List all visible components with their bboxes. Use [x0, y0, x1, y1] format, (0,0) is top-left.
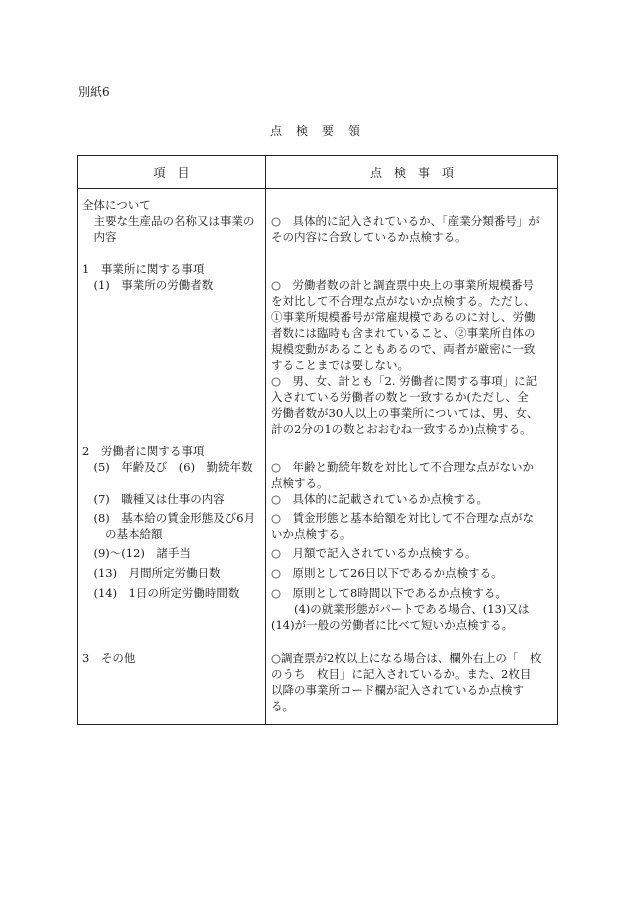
- left-line: 内容: [82, 230, 117, 244]
- right-line: その内容に合致しているか点検する。: [271, 230, 467, 244]
- right-line: を対比して不合理な点がないか点検する。ただし、: [271, 294, 536, 308]
- left-line: (13) 月間所定労働日数: [82, 566, 221, 580]
- right-line: 労働者数が30人以上の事業所については、男、女、: [271, 406, 539, 420]
- right-line: (4)の就業形態がパートである場合、(13)又は: [271, 602, 530, 616]
- right-line: 点検する。: [271, 476, 329, 490]
- right-line: ○ 労働者数の計と調査票中央上の事業所規模番号: [271, 278, 535, 292]
- right-line: 計の2分の1の数とおおむね一致するか)点検する。: [271, 422, 532, 436]
- right-line: 者数には臨時も含まれていること、②事業所自体の: [271, 326, 536, 340]
- inspection-table: [77, 155, 558, 725]
- right-line: いか点検する。: [271, 527, 352, 541]
- right-line: ①事業所規模番号が常雇規模であるのに対し、労働: [271, 310, 536, 324]
- right-line: 以降の事業所コード欄が記入されているか点検す: [271, 683, 524, 697]
- right-line: ○調査票が2枚以上になる場合は、欄外右上の「 枚: [271, 651, 542, 665]
- left-line: 全体について: [82, 198, 151, 212]
- right-line: ○ 具体的に記入されているか、「産業分類番号」が: [271, 214, 540, 228]
- right-line: のうち 枚目」に記入されているか。また、2枚目: [271, 667, 532, 681]
- right-line: ○ 原則として26日以下であるか点検する。: [271, 566, 503, 580]
- left-line: (8) 基本給の賃金形態及び6月: [82, 511, 256, 525]
- document-title: 点検要領: [269, 124, 374, 138]
- right-line: することまでは要しない。: [271, 358, 409, 372]
- right-line: ○ 男、女、計とも「2. 労働者に関する事項」に記: [271, 374, 538, 388]
- left-line: 2 労働者に関する事項: [82, 444, 205, 458]
- left-line: の基本給額: [82, 527, 163, 541]
- left-line: (14) 1日の所定労働時間数: [82, 586, 240, 600]
- header-divider: [78, 188, 557, 189]
- right-line: ○ 年齢と勤続年数を対比して不合理な点がないか: [271, 460, 535, 474]
- left-line: (9)～(12) 諸手当: [82, 546, 191, 560]
- left-line: 主要な生産品の名称又は事業の: [82, 214, 255, 228]
- right-line: 入されている労働者の数と一致するか(ただし、全: [271, 390, 529, 404]
- header-item: 項目: [153, 166, 202, 180]
- right-line: ○ 賃金形態と基本給額を対比して不合理な点がな: [271, 511, 535, 525]
- attachment-label: 別紙6: [78, 85, 110, 99]
- right-line: ○ 月額で記入されているか点検する。: [271, 546, 477, 560]
- left-line: 3 その他: [82, 651, 136, 665]
- left-line: (1) 事業所の労働者数: [82, 278, 214, 292]
- left-line: (7) 職種又は仕事の内容: [82, 492, 225, 506]
- header-check: 点検事項: [369, 166, 466, 180]
- left-line: 1 事業所に関する事項: [82, 262, 205, 276]
- left-line: (5) 年齢及び (6) 勤続年数: [82, 460, 253, 474]
- right-line: 規模変動があることもあるので、両者が厳密に一致: [271, 342, 536, 356]
- right-line: ○ 原則として8時間以下であるか点検する。: [271, 586, 507, 600]
- right-line: る。: [271, 699, 294, 713]
- column-divider: [265, 156, 266, 724]
- right-line: ○ 具体的に記載されているか点検する。: [271, 492, 489, 506]
- right-line: (14)が一般の労働者に比べて短いか点検する。: [271, 618, 514, 632]
